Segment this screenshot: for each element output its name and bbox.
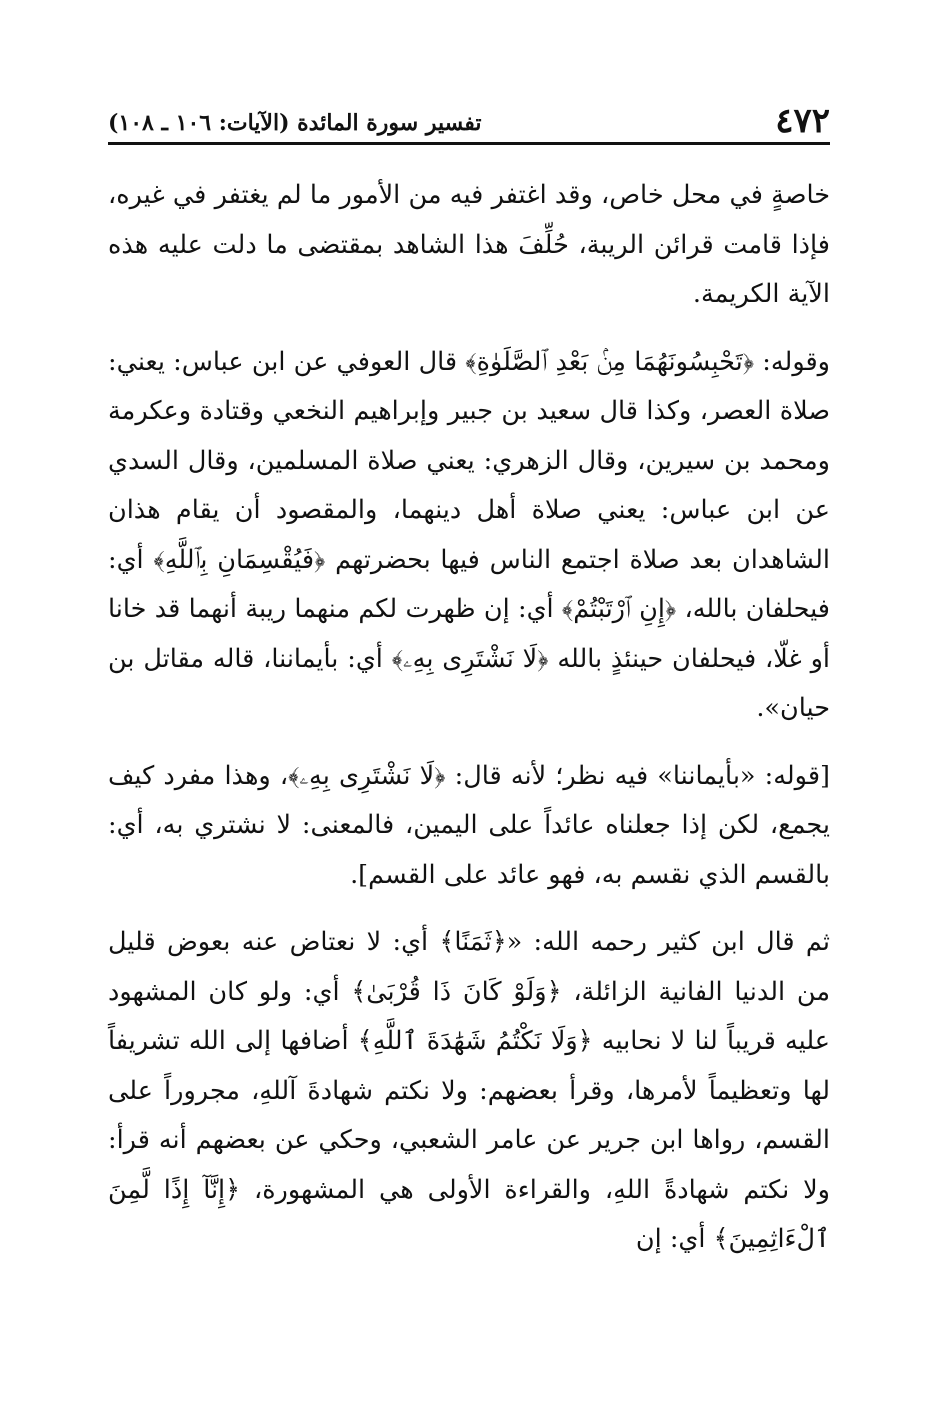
paragraph-2: وقوله: ﴿تَحْبِسُونَهُمَا مِنۢ بَعْدِ ٱلصَّلَوٰةِ﴾ قال العوفي عن ابن عباس: يعني: صلاة العصر، وكذا قال سعيد بن جبير وإبراهيم النخعي وقتادة وعكرمة ومحمد بن سيرين، وقال الزهري: يعني صلاة المسلمين، وقال السدي عن ابن عباس: يعني صلاة أهل دينهما، والمقصود أن يقام هذان الشاهدان بعد صلاة اجتمع الناس فيها بحضرتهم ﴿فَيُقْسِمَانِ بِٱللَّهِ﴾ أي: فيحلفان بالله، ﴿إِنِ ٱرْتَبْتُمْ﴾ أي: إن ظهرت لكم منهما ريبة أنهما قد خانا أو غلّا، فيحلفان حينئذٍ بالله ﴿لَا نَشْتَرِى بِهِۦ﴾ أي: بأيماننا، قاله مقاتل بن حيان». (108, 346, 830, 723)
page-body (108, 171, 830, 1265)
paragraph-4: ثم قال ابن كثير رحمه الله: «﴿ثَمَنًا﴾ أي: لا نعتاض عنه بعوض قليل من الدنيا الفانية الزائلة، ﴿وَلَوْ كَانَ ذَا قُرْبَىٰ﴾ أي: ولو كان المشهود عليه قريباً لنا لا نحابيه ﴿وَلَا نَكْتُمُ شَهَٰدَةَ ٱللَّهِ﴾ أضافها إلى الله تشريفاً لها وتعظيماً لأمرها، وقرأ بعضهم: ولا نكتم شهادةَ آللهِ، مجروراً على القسم، رواها ابن جرير عن عامر الشعبي، وحكي عن بعضهم أنه قرأ: ولا نكتم شهادةً اللهِ، والقراءة الأولى هي المشهورة، ﴿إِنَّآ إِذًا لَّمِنَ ٱلْءَاثِمِينَ﴾ أي: إن (108, 927, 830, 1254)
running-title: تفسير سورة المائدة (الآيات: ١٠٦ ـ ١٠٨) (108, 110, 482, 136)
paragraph-1: خاصةٍ في محل خاص، وقد اغتفر فيه من الأمور ما لم يغتفر في غيره، فإذا قامت قرائن الريبة، حُلِّفَ هذا الشاهد بمقتضى ما دلت عليه هذه الآية الكريمة. (108, 180, 830, 309)
page-header (108, 96, 830, 145)
paragraph-3: [قوله: «بأيماننا» فيه نظر؛ لأنه قال: ﴿لَا نَشْتَرِى بِهِۦ﴾، وهذا مفرد كيف يجمع، لكن إذا جعلناه عائداً على اليمين، فالمعنى: لا نشتري به، أي: بالقسم الذي نقسم به، فهو عائد على القسم]. (108, 760, 830, 890)
page-number: ٤٧٢ (775, 101, 830, 141)
